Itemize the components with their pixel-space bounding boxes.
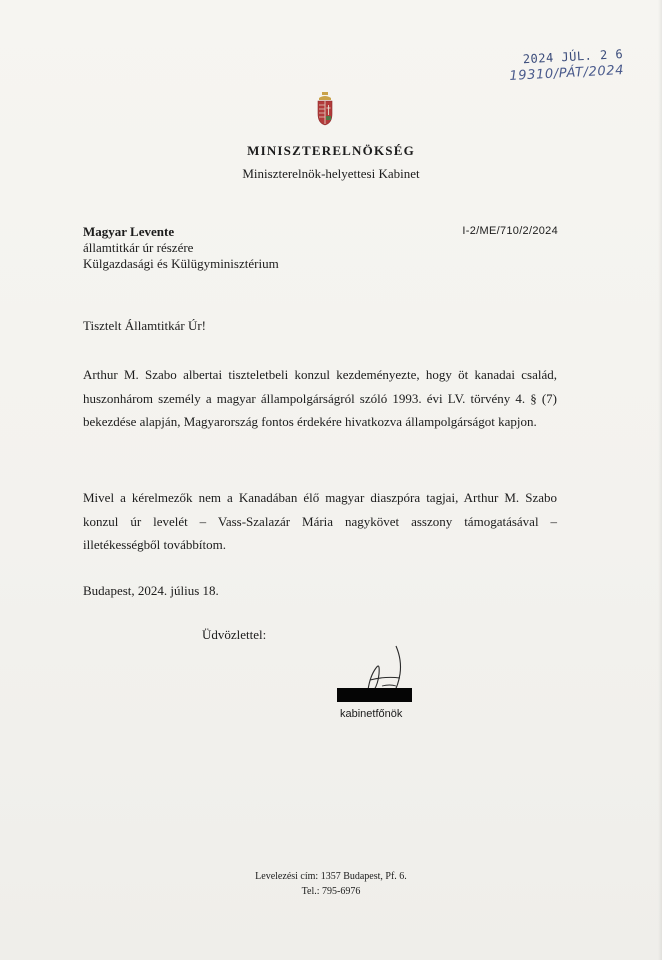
hungarian-coat-of-arms-icon (316, 92, 334, 126)
page-edge-shadow (658, 0, 662, 960)
footer-address: Levelezési cím: 1357 Budapest, Pf. 6. (255, 871, 407, 882)
addressee-ministry: Külgazdasági és Külügyminisztérium (83, 256, 279, 271)
stamp-registration-number: 19310/PÁT/2024 (509, 62, 625, 84)
addressee-block (83, 224, 279, 272)
addressee-name: Magyar Levente (83, 224, 175, 239)
stamp-date: 2024 JÚL. 2 6 (522, 47, 624, 67)
organization-unit: Miniszterelnök-helyettesi Kabinet (242, 166, 420, 181)
body-paragraph-2: Mivel a kérelmezők nem a Kanadában élő magyar diaszpóra tagjai, Arthur M. Szabo konzul úr levelét – Vass-Szalazár Mária nagykövet asszony támogatásával – illetékességből továbbítom. (83, 490, 557, 552)
footer-phone: Tel.: 795-6976 (301, 886, 361, 897)
registration-stamp (509, 47, 625, 84)
closing-greeting: Üdvözlettel: (202, 627, 267, 642)
signatory-title: kabinetfőnök (340, 708, 403, 720)
redacted-signatory-name (337, 688, 412, 702)
organization-name: MINISZTERELNÖKSÉG (247, 143, 415, 158)
place-and-date: Budapest, 2024. július 18. (83, 583, 219, 598)
salutation: Tisztelt Államtitkár Úr! (83, 318, 207, 333)
addressee-title: államtitkár úr részére (83, 240, 194, 255)
body-paragraph-1: Arthur M. Szabo albertai tiszteletbeli konzul kezdeményezte, hogy öt kanadai család, huszonhárom személy a magyar állampolgárságról szóló 1993. évi LV. törvény 4. § (7) bekezdése alapján, Magyarország fontos érdekére hivatkozva állampolgárságot kapjon. (83, 367, 557, 429)
reference-number: I-2/ME/710/2/2024 (462, 225, 558, 237)
